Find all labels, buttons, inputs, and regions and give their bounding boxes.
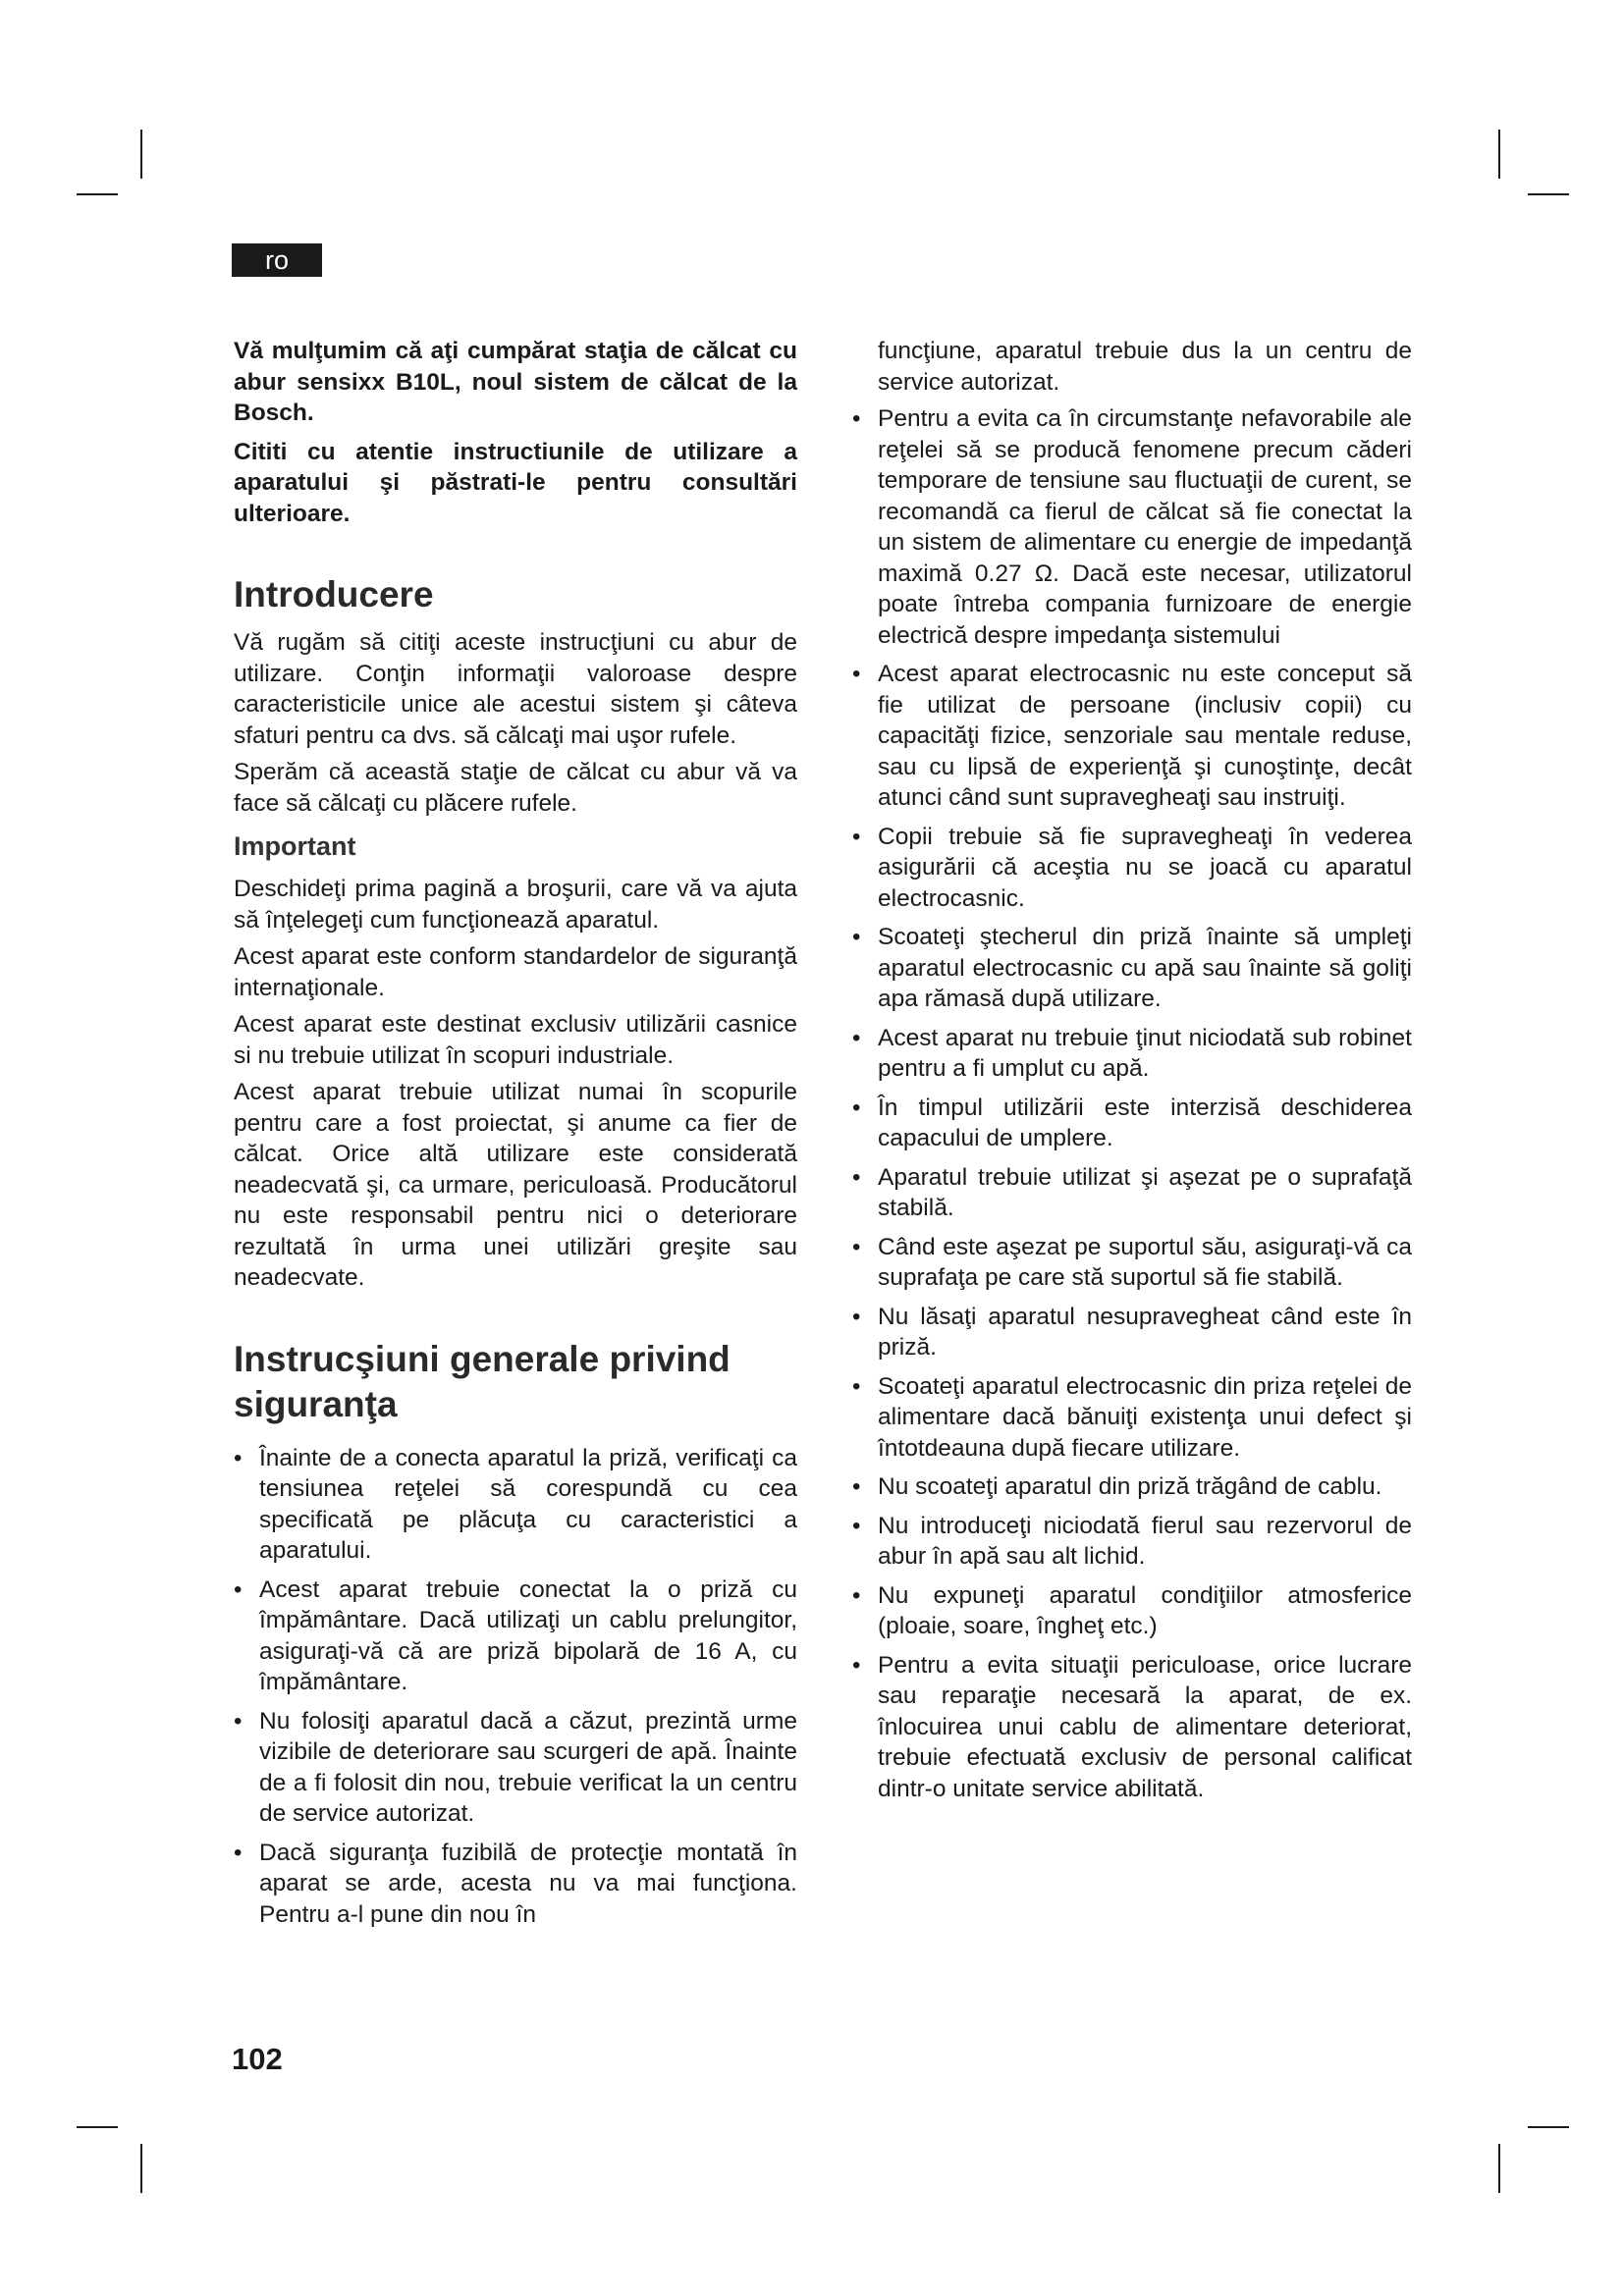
- subheading-important: Important: [234, 831, 356, 861]
- list-item: • Aparatul trebuie utilizat şi aşezat pe o suprafaţă stabilă.: [852, 1162, 1412, 1224]
- paragraph: Acest aparat este destinat exclusiv utilizării casnice si nu trebuie utilizat în scopuri industriale.: [234, 1011, 797, 1069]
- safety-list-left: [234, 1443, 797, 1931]
- language-tab: ro: [232, 243, 322, 277]
- list-item: • Nu folosiţi aparatul dacă a căzut, prezintă urme vizibile de deteriorare sau scurgeri de apă. Înainte de a fi folosit din nou, trebuie verificat la un centru de service autorizat.: [234, 1706, 797, 1830]
- read-instructions-paragraph: Cititi cu atentie instructiunile de utilizare a aparatului şi păstrati-le pentru consultări ulterioare.: [234, 438, 797, 527]
- left-column: [234, 336, 797, 1938]
- list-item: • Pentru a evita situaţii periculoase, orice lucrare sau reparaţie necesară la aparat, de ex. înlocuirea unui cablu de alimentare deteriorat, trebuie efectuată exclusiv de personal calificat dintr-o unitate service abilitată.: [852, 1650, 1412, 1805]
- list-item: • Acest aparat nu trebuie ţinut niciodată sub robinet pentru a fi umplut cu apă.: [852, 1023, 1412, 1085]
- paragraph: Acest aparat trebuie utilizat numai în scopurile pentru care a fost proiectat, şi anume ca fier de călcat. Orice altă utilizare este considerată neadecvată şi, ca urmare, periculoasă. Producătorul nu este responsabil pentru nici o deteriorare rezultată în urma unei utilizări greşite sau neadecvate.: [234, 1079, 797, 1291]
- paragraph: Sperăm că această staţie de călcat cu abur vă va face să călcaţi cu plăcere rufele.: [234, 759, 797, 817]
- crop-mark: [140, 130, 142, 179]
- list-item: • Scoateţi ştecherul din priză înainte să umpleţi aparatul electrocasnic cu apă sau înainte să goliţi apa rămasă după utilizare.: [852, 922, 1412, 1015]
- list-item: • În timpul utilizării este interzisă deschiderea capacului de umplere.: [852, 1093, 1412, 1154]
- list-item: • Scoateţi aparatul electrocasnic din priza reţelei de alimentare dacă bănuiţi existenţa unui defect şi întotdeauna după fiecare utilizare.: [852, 1371, 1412, 1465]
- paragraph: Deschideţi prima pagină a broşurii, care vă va ajuta să înţelegeţi cum funcţionează aparatul.: [234, 876, 797, 934]
- crop-mark: [1528, 193, 1569, 195]
- right-column: [852, 336, 1412, 1812]
- page-number: 102: [232, 2042, 283, 2076]
- crop-mark: [77, 193, 118, 195]
- list-item: • Când este aşezat pe suportul său, asiguraţi-vă ca suprafaţa pe care stă suportul să fie stabilă.: [852, 1232, 1412, 1294]
- thanks-paragraph: Vă mulţumim că aţi cumpărat staţia de călcat cu abur sensixx B10L, noul sistem de călcat de la Bosch.: [234, 338, 797, 426]
- crop-mark: [1528, 2126, 1569, 2128]
- list-item: • Acest aparat electrocasnic nu este conceput să fie utilizat de persoane (inclusiv copii) cu capacităţi fizice, senzoriale sau mentale reduse, sau cu lipsă de experienţă şi cunoştinţe, decât atunci când sunt supravegheaţi sau instruiţi.: [852, 659, 1412, 814]
- section-heading-safety: Instrucşiuni generale privind siguranţa: [234, 1338, 731, 1424]
- list-item: • Pentru a evita ca în circumstanţe nefavorabile ale reţelei să se producă fenomene precum căderi temporare de tensiune sau fluctuaţii de curent, se recomandă ca fierul de călcat să fie conectat la un sistem de alimentare cu energie de impedanţă maximă 0.27 Ω. Dacă este necesar, utilizatorul poate întreba compania furnizoare de energie electrică despre impedanţa sistemului: [852, 403, 1412, 651]
- safety-list-right: [852, 403, 1412, 1804]
- crop-mark: [140, 2144, 142, 2193]
- list-item: • Copii trebuie să fie supravegheaţi în vederea asigurării că aceştia nu se joacă cu aparatul electrocasnic.: [852, 822, 1412, 915]
- list-item: • Nu scoateţi aparatul din priză trăgând de cablu.: [852, 1471, 1412, 1503]
- list-item: • Înainte de a conecta aparatul la priză, verificaţi ca tensiunea reţelei să corespundă cu cea specificată pe plăcuţa cu caracteristici a aparatului.: [234, 1443, 797, 1567]
- crop-mark: [1498, 2144, 1500, 2193]
- list-item: • Nu lăsaţi aparatul nesupravegheat când este în priză.: [852, 1302, 1412, 1363]
- list-item: • Nu introduceţi niciodată fierul sau rezervorul de abur în apă sau alt lichid.: [852, 1511, 1412, 1573]
- section-heading-introducere: Introducere: [234, 574, 434, 614]
- paragraph: Acest aparat este conform standardelor de siguranţă internaţionale.: [234, 943, 797, 1001]
- list-item: • Dacă siguranţa fuzibilă de protecţie montată în aparat se arde, acesta nu va mai funcţiona. Pentru a-l pune din nou în: [234, 1838, 797, 1931]
- crop-mark: [77, 2126, 118, 2128]
- list-item: • Acest aparat trebuie conectat la o priză cu împământare. Dacă utilizaţi un cablu prelungitor, asiguraţi-vă că are priză bipolară de 16 A, cu împământare.: [234, 1575, 797, 1698]
- crop-mark: [1498, 130, 1500, 179]
- continued-item-text: funcţiune, aparatul trebuie dus la un centru de service autorizat.: [878, 338, 1412, 396]
- paragraph: Vă rugăm să citiţi aceste instrucţiuni cu abur de utilizare. Conţin informaţii valoroase despre caracteristicile unice ale acestui sistem şi câteva sfaturi pentru ca dvs. să călcaţi mai uşor rufele.: [234, 629, 797, 749]
- list-item: • Nu expuneţi aparatul condiţiilor atmosferice (ploaie, soare, îngheţ etc.): [852, 1580, 1412, 1642]
